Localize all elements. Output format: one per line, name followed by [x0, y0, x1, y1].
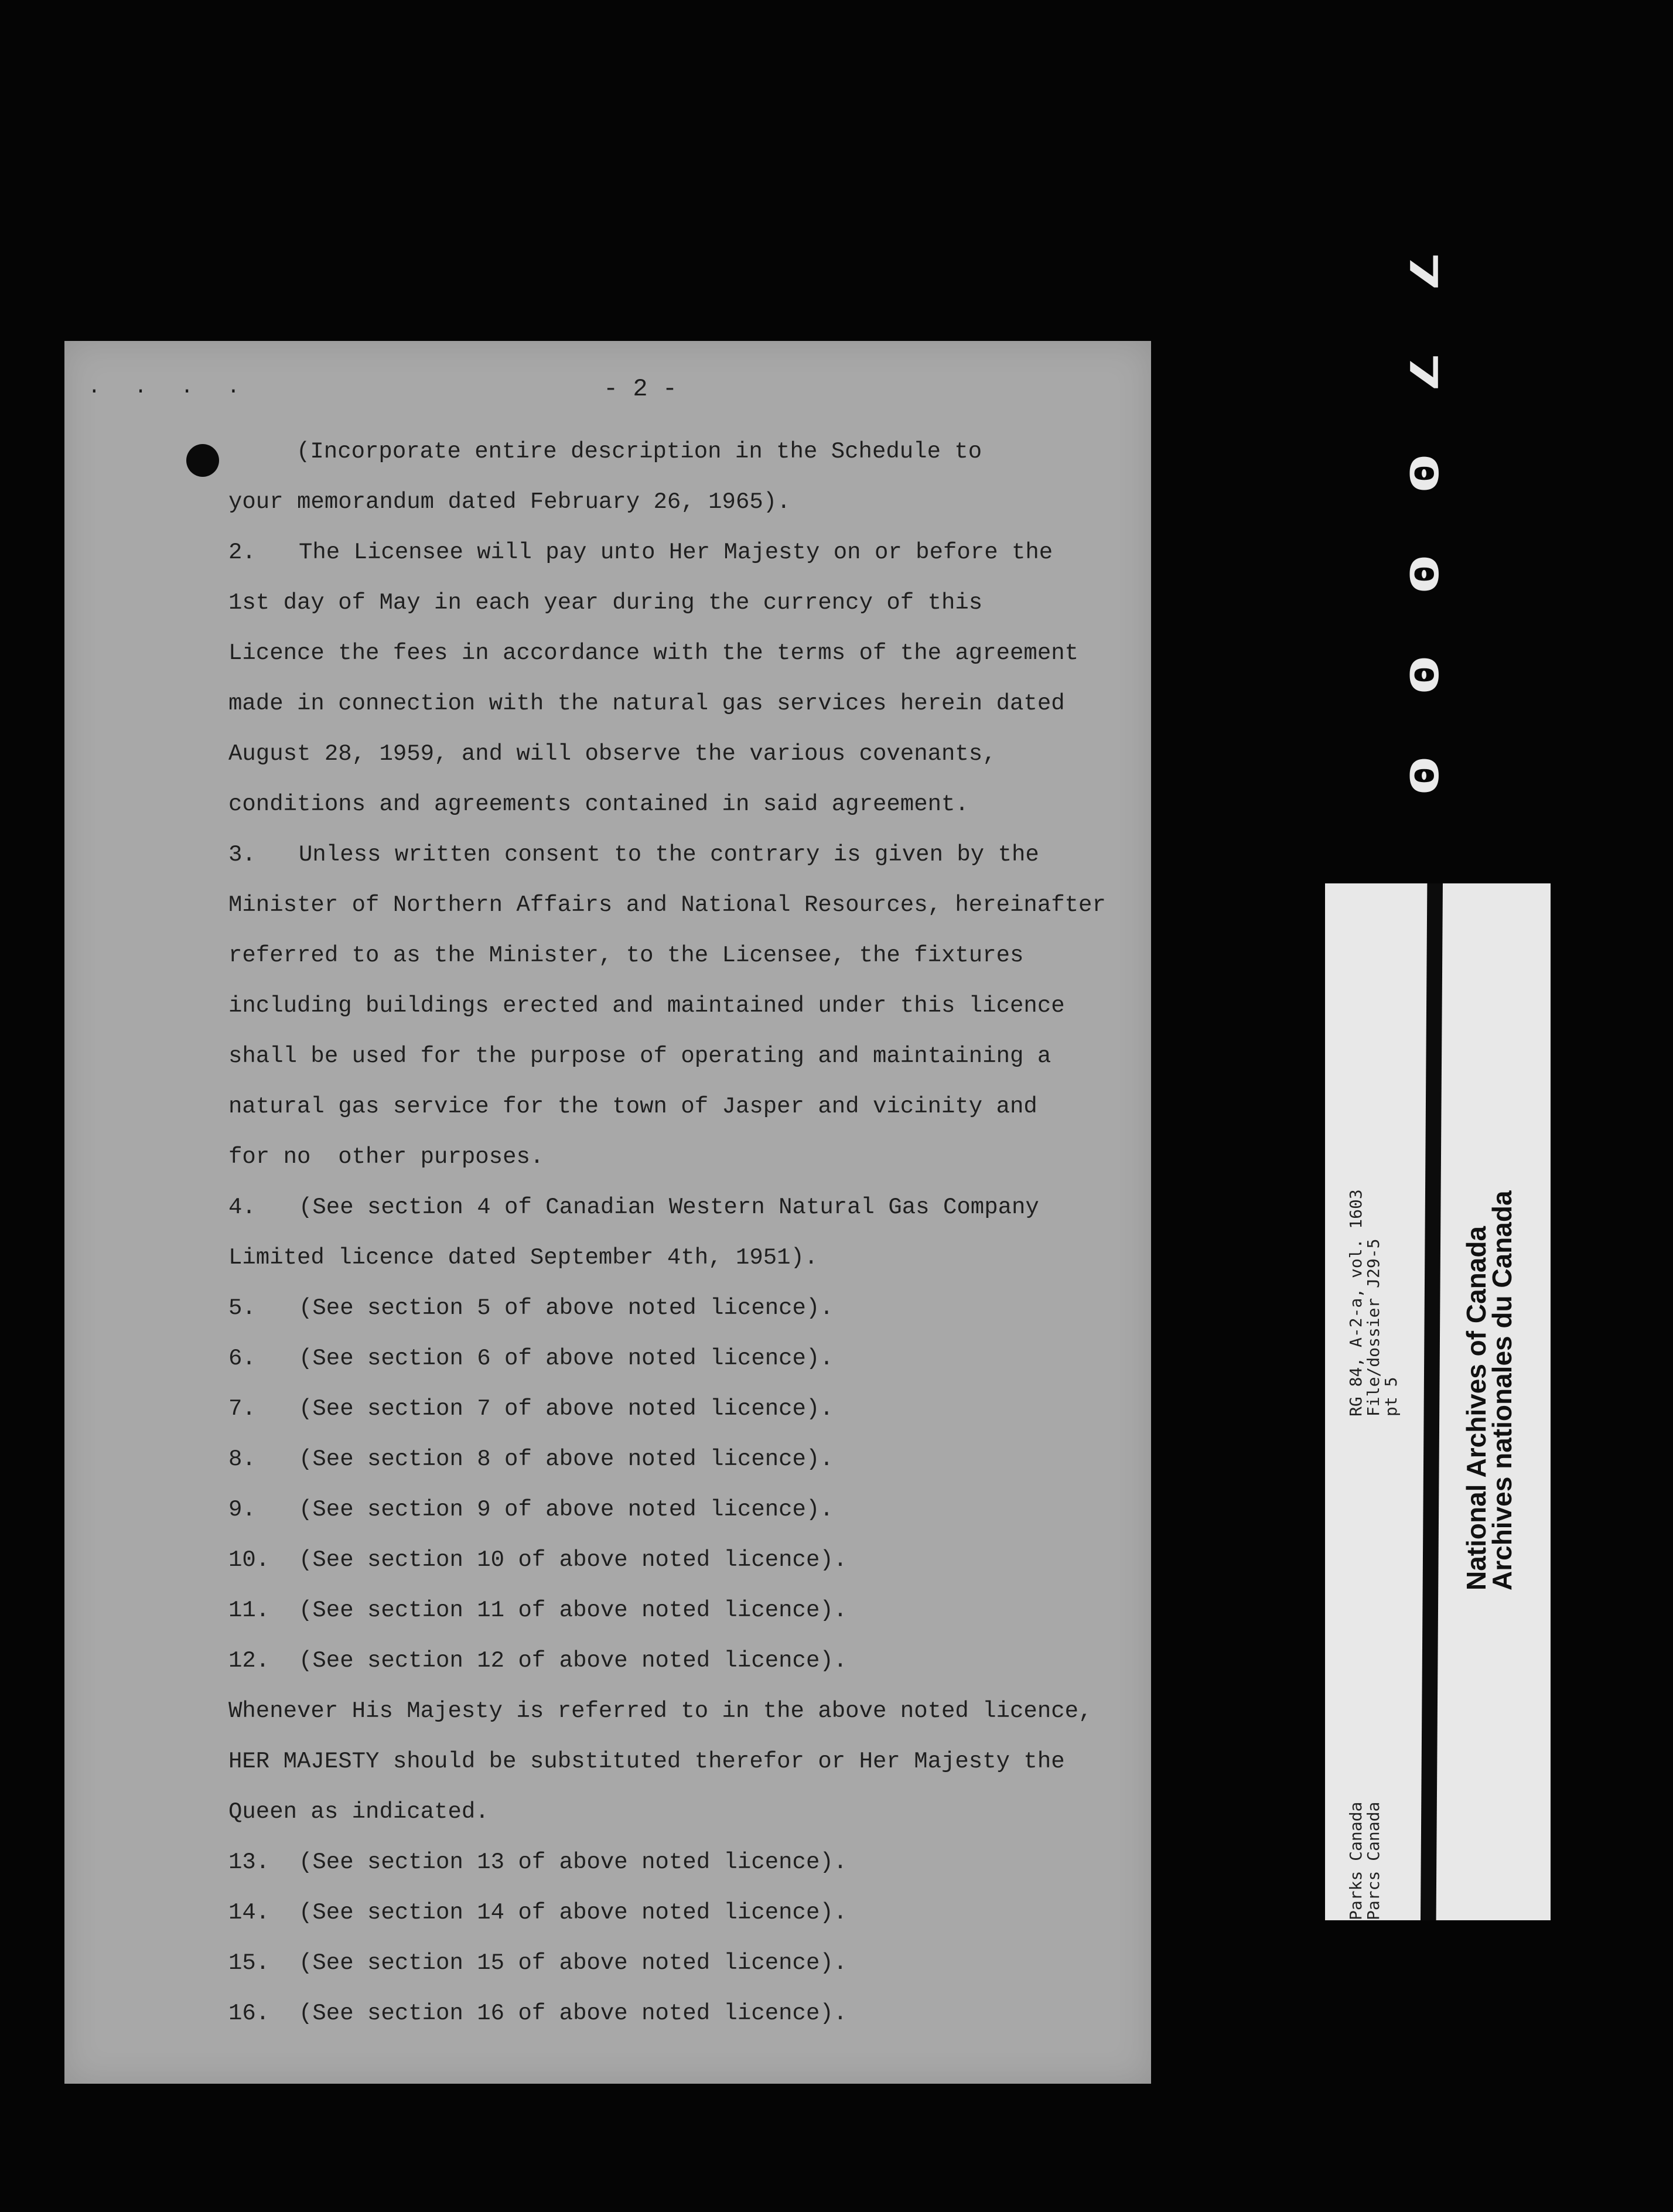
text-line	[228, 527, 1107, 578]
frame-digit: 0	[1401, 452, 1446, 494]
line-text: Limited licence dated September 4th, 1951).	[228, 1245, 818, 1271]
text-line	[228, 880, 1107, 930]
frame-digit: 7	[1401, 251, 1446, 293]
text-line	[228, 1787, 1107, 1837]
text-line	[228, 1233, 1107, 1283]
text-line	[228, 779, 1107, 830]
line-text: August 28, 1959, and will observe the various covenants,	[228, 741, 996, 767]
line-text: HER MAJESTY should be substituted therefor or Her Majesty the	[228, 1749, 1065, 1774]
archive-reference	[1347, 1189, 1400, 1416]
line-text: (See section 12 of above noted licence).	[299, 1648, 848, 1674]
text-line	[228, 729, 1107, 779]
line-text: (See section 5 of above noted licence).	[299, 1295, 834, 1321]
text-line	[228, 1736, 1107, 1787]
text-line	[228, 1938, 1107, 1988]
clause-number: 12.	[228, 1648, 270, 1674]
clause-number: 13.	[228, 1849, 270, 1875]
punch-hole	[186, 444, 219, 477]
clause-number: 11.	[228, 1597, 270, 1623]
text-line	[228, 1333, 1107, 1384]
frame-number	[1391, 237, 1456, 810]
frame-digit: 0	[1401, 755, 1446, 797]
reference-line: RG 84, A-2-a, vol. 1603	[1346, 1189, 1365, 1416]
text-line	[228, 1384, 1107, 1434]
page-specks: . . . .	[88, 375, 251, 399]
text-line	[228, 1182, 1107, 1233]
line-text: (See section 11 of above noted licence).	[299, 1597, 848, 1623]
clause-number: 9.	[228, 1497, 256, 1523]
text-line	[228, 1484, 1107, 1535]
agency-fr: Parcs Canada	[1364, 1801, 1383, 1920]
clause-number: 16.	[228, 2001, 270, 2026]
text-line	[228, 1434, 1107, 1484]
text-line	[228, 1132, 1107, 1182]
clause-number: 10.	[228, 1547, 270, 1573]
frame-digit: 0	[1401, 553, 1446, 595]
clause-number: 3.	[228, 842, 256, 868]
line-text: 1st day of May in each year during the currency of this	[228, 590, 983, 616]
clause-number: 4.	[228, 1194, 256, 1220]
line-text: (See section 16 of above noted licence).	[299, 2001, 848, 2026]
line-text: including buildings erected and maintained under this licence	[228, 993, 1065, 1019]
reference-line: File/dossier J29-5	[1364, 1238, 1383, 1416]
line-text: (See section 9 of above noted licence).	[299, 1497, 834, 1523]
line-text: shall be used for the purpose of operating and maintaining a	[228, 1043, 1051, 1069]
text-line	[228, 1585, 1107, 1636]
text-line	[228, 1636, 1107, 1686]
line-text: Licence the fees in accordance with the terms of the agreement	[228, 640, 1079, 666]
text-line	[228, 1686, 1107, 1736]
line-text: made in connection with the natural gas services herein dated	[228, 691, 1065, 716]
line-text: (See section 10 of above noted licence).	[299, 1547, 848, 1573]
document-body	[228, 426, 1107, 2039]
clause-number: 7.	[228, 1396, 256, 1422]
line-text: Minister of Northern Affairs and National Resources, hereinafter	[228, 892, 1106, 918]
line-text: (See section 8 of above noted licence).	[299, 1446, 834, 1472]
text-line	[228, 1535, 1107, 1585]
text-line	[228, 1031, 1107, 1081]
line-text: Unless written consent to the contrary is given by the	[299, 842, 1039, 868]
line-text: for no other purposes.	[228, 1144, 544, 1170]
line-text: your memorandum dated February 26, 1965).	[228, 489, 791, 515]
text-line	[228, 678, 1107, 729]
text-line	[228, 1887, 1107, 1938]
line-text: (Incorporate entire description in the Schedule to	[296, 439, 982, 465]
line-text: (See section 14 of above noted licence).	[299, 1900, 848, 1926]
text-line	[228, 578, 1107, 628]
text-line	[228, 477, 1107, 527]
reference-line: pt 5	[1381, 1377, 1401, 1416]
text-line	[228, 981, 1107, 1031]
line-text: referred to as the Minister, to the Licensee, the fixtures	[228, 943, 1024, 968]
archive-institution	[1463, 1190, 1515, 1590]
line-text: natural gas service for the town of Jasper and vicinity and	[228, 1094, 1037, 1119]
line-text: conditions and agreements contained in said agreement.	[228, 791, 969, 817]
clause-number: 8.	[228, 1446, 256, 1472]
text-line	[228, 1081, 1107, 1132]
line-text: (See section 15 of above noted licence).	[299, 1950, 848, 1976]
line-text: (See section 7 of above noted licence).	[299, 1396, 834, 1422]
line-text: Whenever His Majesty is referred to in the above noted licence,	[228, 1698, 1092, 1724]
line-text: Queen as indicated.	[228, 1799, 489, 1825]
text-line	[228, 930, 1107, 981]
text-line	[228, 426, 1107, 477]
text-line	[228, 1837, 1107, 1887]
text-line	[228, 1988, 1107, 2039]
clause-number: 2.	[228, 540, 256, 565]
line-text: The Licensee will pay unto Her Majesty on or before the	[299, 540, 1053, 565]
clause-number: 6.	[228, 1346, 256, 1371]
frame-digit: 7	[1401, 351, 1446, 394]
agency-name	[1347, 1802, 1382, 1920]
text-line	[228, 628, 1107, 678]
line-text: (See section 6 of above noted licence).	[299, 1346, 834, 1371]
clause-number: 5.	[228, 1295, 256, 1321]
clause-number: 14.	[228, 1900, 270, 1926]
line-text: (See section 13 of above noted licence).	[299, 1849, 848, 1875]
institution-en: National Archives of Canada	[1461, 1226, 1491, 1590]
frame-digit: 0	[1401, 654, 1446, 696]
line-text: (See section 4 of Canadian Western Natural Gas Company	[299, 1194, 1039, 1220]
text-line	[228, 1283, 1107, 1333]
clause-number: 15.	[228, 1950, 270, 1976]
text-line	[228, 830, 1107, 880]
agency-en: Parks Canada	[1346, 1801, 1365, 1920]
institution-fr: Archives nationales du Canada	[1487, 1190, 1517, 1590]
